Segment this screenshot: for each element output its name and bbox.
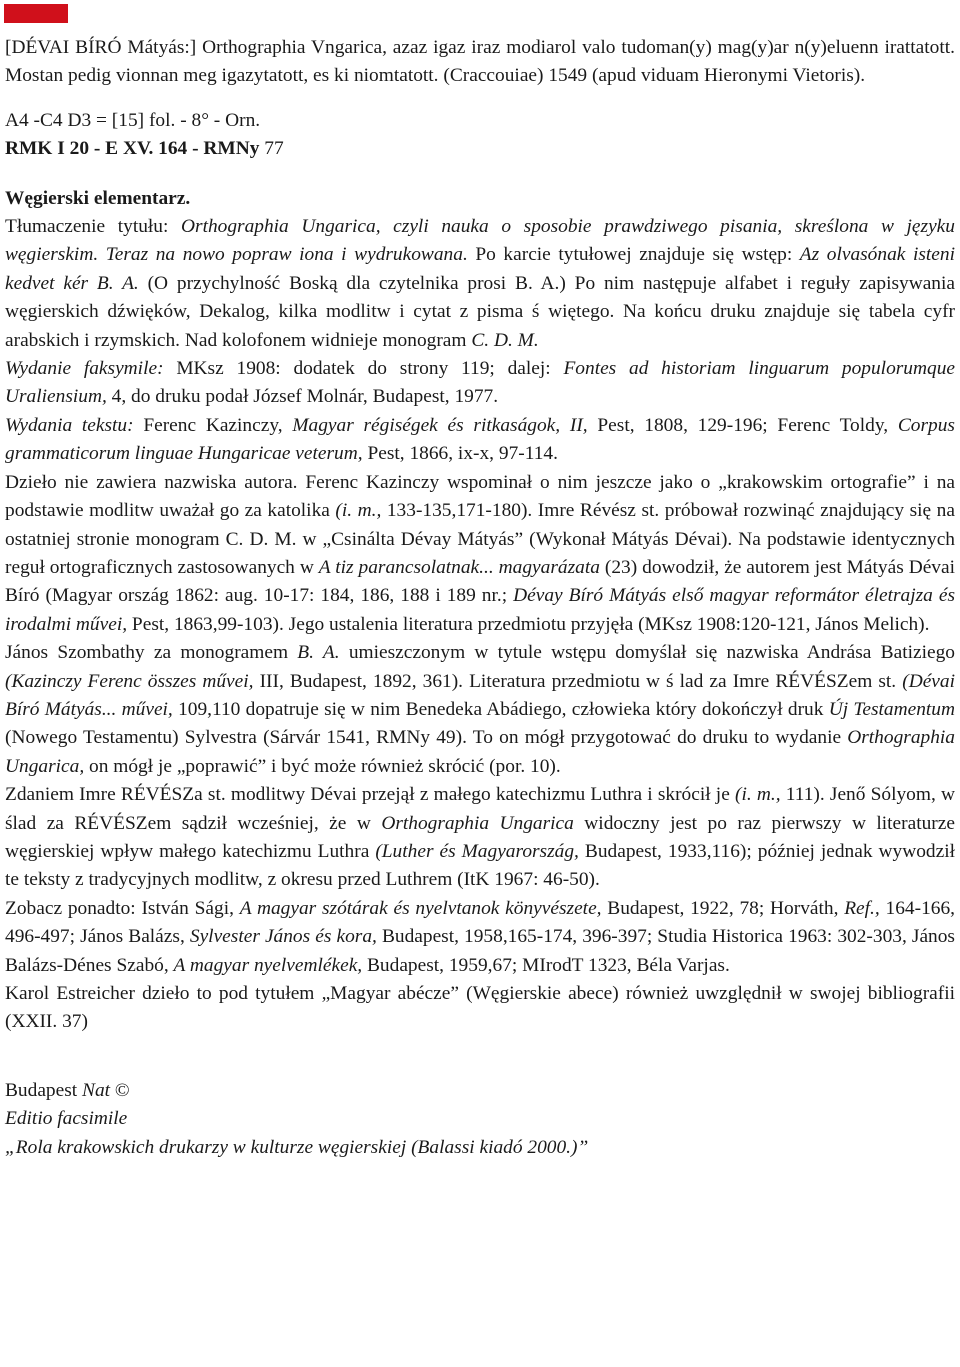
p6-text-e: widoczny jest po raz pierwszy w literaturze węgierskiej wpływ małego katechizmu Luthra: [5, 812, 955, 862]
p2-title-c: Fontes ad historiam linguarum populorumque Uraliensium,: [5, 358, 956, 408]
translated-title: Orthographia Ungarica, czyli nauka o sposobie prawdziwego pisania, skreślona w języku węgierskim. Teraz na nowo popraw iona i wydrukowana.: [5, 216, 955, 266]
p1-text-c: Po karcie tytułowej znajduje się wstęp:: [467, 244, 800, 266]
p3-title-c: Magyar régiségek és ritkaságok, II,: [292, 414, 588, 436]
description-paragraph-6: [5, 781, 955, 895]
p4-ref-b: (i. m.,: [335, 500, 382, 522]
description-paragraph-5: [5, 639, 955, 781]
entry-heading: [5, 185, 955, 213]
p7-text-a: Zobacz ponadto: István Sági,: [5, 897, 240, 919]
p4-text-a: Dzieło nie zawiera nazwiska autora. Ferenc Kazinczy wspominał o nim jeszcze jako o „krakowskim ortografie” i na podstawie modlitw uważał go za katolika: [5, 471, 955, 522]
copyright-icon: ©: [114, 1079, 130, 1101]
p4-text-c: 133-135,171-180). Imre Révész st. próbował rozwinąć znajdujący się na ostatniej stronie monogram C. D. M. w „Csinálta Dévay Mátyás” (Wykonał Mátyás Dévai). Na podstawie identycznych reguł ortograficznych zastosowanych w: [5, 500, 955, 578]
facsimile-label: Wydanie faksymile:: [5, 358, 164, 380]
preface-title: Az olvasónak isteni kedvet kér B. A.: [5, 244, 955, 294]
p3-text-f: Pest, 1866, ix-x, 97-114.: [362, 443, 558, 465]
p5-text-g: 109,110 dopatruje się w nim Benedeka Abádiego, człowieka który dokończył druk: [172, 698, 829, 720]
monogram: C. D. M.: [471, 329, 539, 351]
holding-line: [5, 1077, 955, 1105]
p2-text-d: 4, do druku podał József Molnár, Budapest, 1977.: [106, 386, 499, 408]
p4-title-f: Dévay Bíró Mátyás első magyar reformátor életrajza és irodalmi művei,: [5, 585, 955, 635]
p1-text-a: Tłumaczenie tytułu:: [5, 216, 182, 238]
p4-text-g: Pest, 1863,99-103). Jego ustalenia literatura przedmiotu przyjęła (MKsz 1908:120-121, János Melich).: [127, 613, 930, 635]
p1-text-e: (O przychylność Boską dla czytelnika prosi B. A.) Po nim następuje alfabet i reguły zapisywania węgierskich dźwięków, Dekalog, kilka modlitw i cytat z pisma ś więtego. Na końcu druku znajduje się tabela cyfr arabskich i rzymskich. Nad kolofonem widnieje monogram: [5, 272, 955, 351]
text-editions-label: Wydania tekstu:: [5, 414, 134, 436]
p5-title-d: (Kazinczy Ferenc összes művei,: [5, 670, 254, 692]
description-paragraph-4: [5, 469, 955, 639]
p6-text-g: Budapest, 1933,116); później jednak wywodził te teksty z tradycyjnych modlitw, z okresu przed Luthrem (ItK 1967: 46-50).: [5, 840, 955, 891]
description-paragraph-8: Karol Estreicher dzieło to pod tytułem „Magyar abécze” (Węgierskie abece) również uwzględnił w swojej bibliografii (XXII. 37): [5, 983, 955, 1033]
p5-text-e: III, Budapest, 1892, 361). Literatura przedmiotu w ś lad za Imre RÉVÉSZem st.: [253, 670, 903, 692]
rmk-reference: RMK I 20 - E XV. 164 - RMNy: [5, 138, 260, 160]
p6-title-f: (Luther és Magyarország,: [375, 840, 579, 862]
p6-text-c: 111). Jenő Sólyom, w ślad za RÉVÉSZem sądził wcześniej, że w: [5, 784, 955, 834]
p5-title-f: (Dévai Bíró Mátyás... művei,: [5, 670, 955, 720]
p5-text-a: János Szombathy za monogramem: [5, 642, 298, 664]
p5-title-h: Új Testamentum: [828, 698, 955, 720]
description-paragraph-1: [5, 213, 955, 355]
p7-title-f: Sylvester János és kora,: [189, 926, 377, 948]
p3-text-d: Pest, 1808, 129-196; Ferenc Toldy,: [587, 414, 898, 436]
p3-text-b: Ferenc Kazinczy,: [133, 414, 293, 436]
p4-text-e: (23) dowodził, że autorem jest Mátyás Dévai Bíró (Magyar ország 1862: aug. 10-17: 184, 186, 188 i 189 nr.;: [5, 556, 955, 607]
p7-text-g: Budapest, 1958,165-174, 396-397; Studia Historica 1963: 302-303, János Balázs-Dénes Szabó,: [5, 926, 955, 976]
series-line: [5, 1134, 955, 1162]
reference-line: [5, 135, 955, 163]
p3-title-e: Corpus grammaticorum linguae Hungaricae veterum,: [5, 414, 955, 465]
p7-text-i: Budapest, 1959,67; MIrodT 1323, Béla Varjas.: [362, 954, 730, 976]
holding-location: Budapest: [5, 1079, 78, 1101]
p5-title-j: Orthographia Ungarica,: [5, 727, 955, 777]
p2-text-b: MKsz 1908: dodatek do strony 119; dalej:: [163, 358, 564, 380]
p5-text-c: umieszczonym w tytule wstępu domyślał się nazwiska Andrása Batiziego: [339, 642, 955, 664]
p7-text-e: 164-166, 496-497; János Balázs,: [5, 897, 955, 948]
p7-title-d: Ref.,: [844, 897, 880, 919]
holding-owner: Nat: [82, 1079, 111, 1101]
p7-title-b: A magyar szótárak és nyelvtanok könyvészete,: [239, 897, 602, 919]
red-marker-tab: [4, 4, 68, 23]
p5-text-k: on mógł je „poprawić” i być może również skrócić (por. 10).: [84, 755, 561, 777]
catalog-entry: [5, 34, 955, 1162]
edition-type-text: Editio facsimile: [5, 1108, 128, 1130]
edition-type: [5, 1105, 955, 1133]
description-paragraph-2: [5, 355, 955, 412]
p6-title-d: Orthographia Ungarica: [381, 812, 574, 834]
description-paragraph-7: [5, 895, 955, 980]
p6-text-a: Zdaniem Imre RÉVÉSZa st. modlitwy Dévai przejął z małego katechizmu Luthra i skrócił je: [5, 784, 735, 806]
series-text: „Rola krakowskich drukarzy w kulturze węgierskiej (Balassi kiadó 2000.)”: [5, 1136, 589, 1158]
rmny-number: 77: [264, 138, 284, 160]
description-paragraph-3: [5, 412, 955, 469]
entry-heading-text: Węgierski elementarz.: [5, 187, 191, 209]
p6-ref-b: (i. m.,: [735, 784, 781, 806]
collation-line: A4 -C4 D3 = [15] fol. - 8° - Orn.: [5, 109, 261, 131]
p4-title-d: A tiz parancsolatnak... magyarázata: [318, 556, 600, 578]
p7-title-h: A magyar nyelvemlékek,: [173, 954, 363, 976]
p7-text-c: Budapest, 1922, 78; Horváth,: [601, 897, 845, 919]
p5-monogram: B. A.: [297, 642, 340, 664]
record-title: [DÉVAI BÍRÓ Mátyás:] Orthographia Vngarica, azaz igaz iraz modiarol valo tudoman(y) mag(y)ar n(y)eluenn irattatott. Mostan pedig vionnan meg igazytatott, es ki niomtatott. (Craccouiae) 1549 (apud viduam Hieronymi Vietoris).: [5, 37, 955, 87]
p5-text-i: (Nowego Testamentu) Sylvestra (Sárvár 1541, RMNy 49). To on mógł przygotować do druku to wydanie: [5, 727, 848, 749]
